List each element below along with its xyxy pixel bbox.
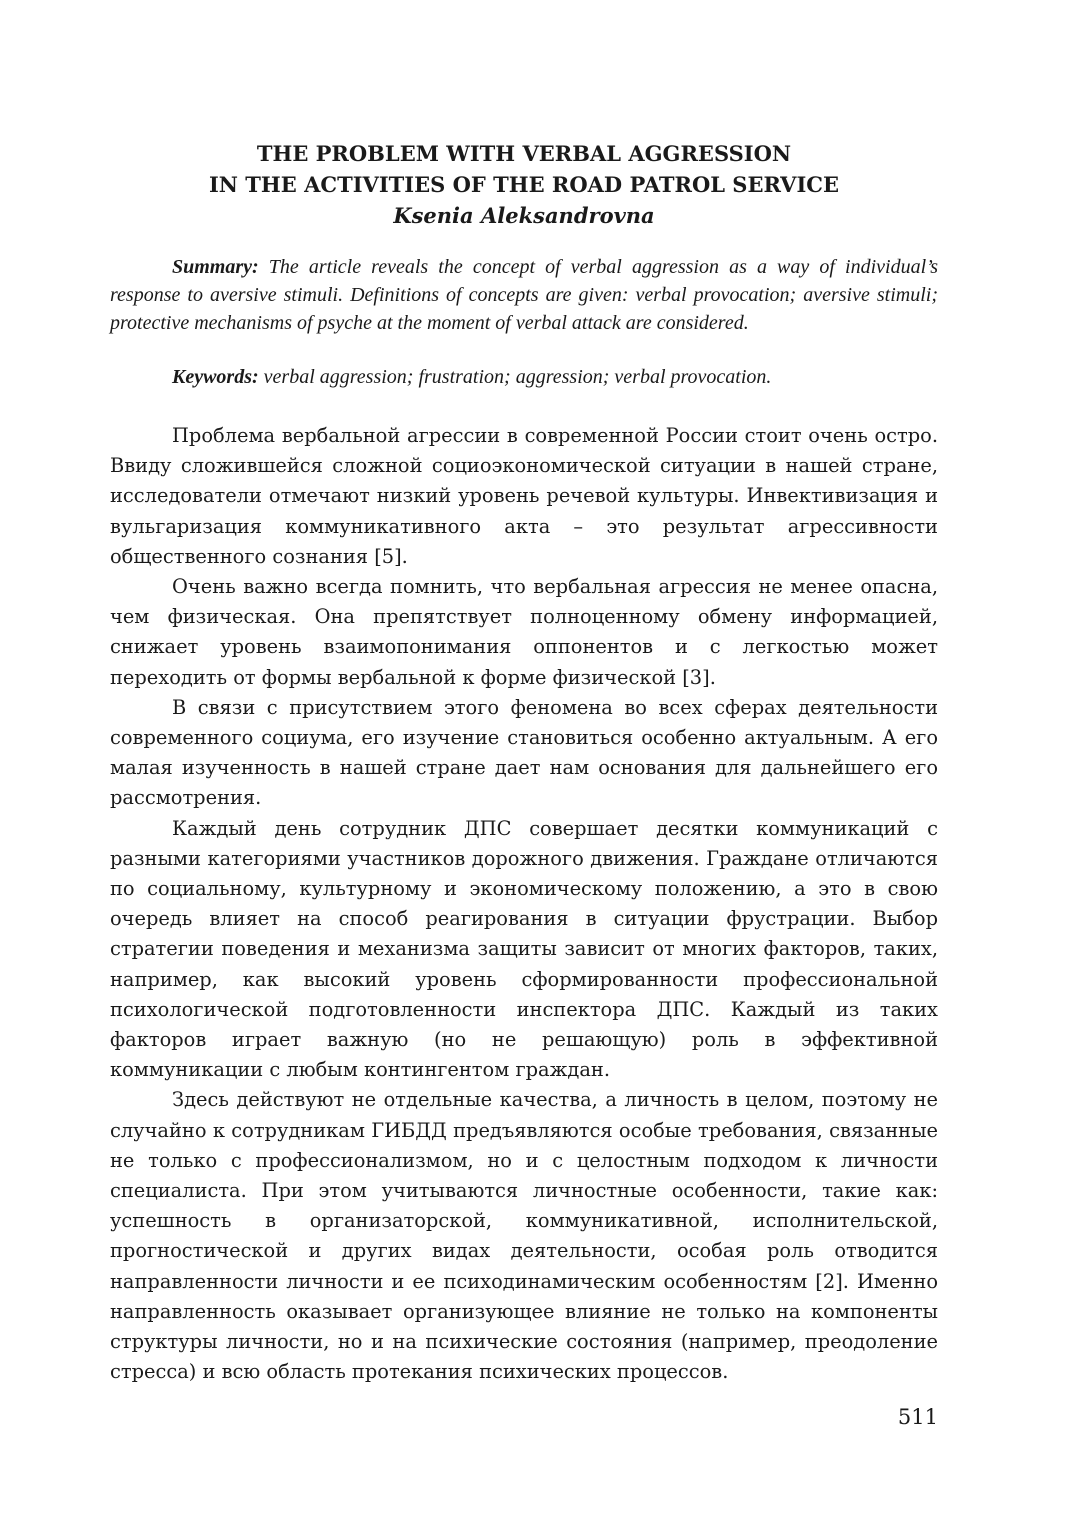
keywords [110, 363, 938, 391]
keywords-text: verbal aggression; frustration; aggression; verbal provocation. [258, 366, 772, 388]
body-paragraph-2: Очень важно всегда помнить, что вербальная агрессия не менее опасна, чем физическая. Она препятствует полноценному обмену информацией, снижает уровень взаимопонимания оппонентов и с легкостью может переходить от формы вербальной к форме физической [3]. [110, 575, 938, 689]
summary [110, 253, 938, 337]
keywords-label: Keywords: [172, 366, 259, 388]
article-author: Ksenia Aleksandrovna [393, 203, 655, 228]
body-paragraph-3: В связи с присутствием этого феномена во всех сферах деятельности современного социума, его изучение становиться особенно актуальным. А его малая изученность в нашей стране дает нам основания для дальнейшего его рассмотрения. [110, 695, 938, 810]
article-page [110, 138, 938, 1388]
summary-text: The article reveals the concept of verbal aggression as a way of individual’s response to aversive stimuli. Definitions of concepts are given: verbal provocation; aversive stimuli; protective mechanisms of psyche at the moment of verbal attack are considered. [110, 256, 938, 334]
article-title-line-2: IN THE ACTIVITIES OF THE ROAD PATROL SERVICE [208, 172, 840, 197]
body-paragraph-4: Каждый день сотрудник ДПС совершает десятки коммуникаций с разными категориями участников дорожного движения. Граждане отличаются по социальному, культурному и экономическому положению, а это в свою очередь влияет на способ реагирования в ситуации фрустрации. Выбор стратегии поведения и механизма защиты зависит от многих факторов, таких, например, как высокий уровень сформированности профессиональной психологической подготовленности инспектора ДПС. Каждый из таких факторов играет важную (но не решающую) роль в эффективной коммуникации с любым контингентом граждан. [110, 816, 938, 1082]
body-paragraph-1: Проблема вербальной агрессии в современной России стоит очень остро. Ввиду сложившейся сложной социоэкономической ситуации в нашей стране, исследователи отмечают низкий уровень речевой культуры. Инвективизация и вульгаризация коммуникативного акта – это результат агрессивности общественного сознания [5]. [110, 424, 938, 568]
body-paragraph-5: Здесь действуют не отдельные качества, а личность в целом, поэтому не случайно к сотрудникам ГИБДД предъявляются особые требования, связанные не только с профессионализмом, но и с целостным подходом к личности специалиста. При этом учитываются личностные особенности, такие как: успешность в организаторской, коммуникативной, исполнительской, прогностической и других видах деятельности, особая роль отводится направленности личности и ее психодинамическим особенностям [2]. Именно направленность оказывает организующее влияние не только на компоненты структуры личности, но и на психические состояния (например, преодоление стресса) и всю область протекания психических процессов. [110, 1088, 938, 1384]
page-number: 511 [897, 1405, 938, 1429]
article-title-line-1: THE PROBLEM WITH VERBAL AGGRESSION [256, 141, 792, 166]
article-body [110, 421, 938, 1388]
summary-label: Summary: [172, 256, 259, 278]
